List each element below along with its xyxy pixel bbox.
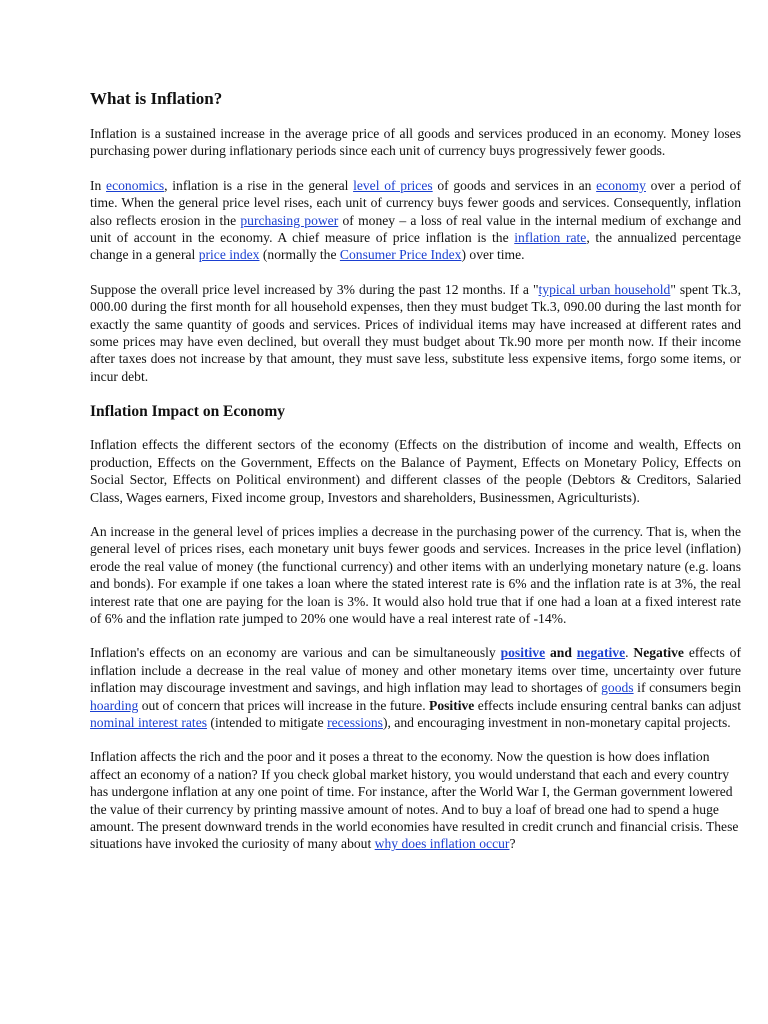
link-nominal-interest-rates[interactable]: nominal interest rates (90, 714, 208, 730)
heading-inflation-impact: Inflation Impact on Economy (90, 403, 286, 421)
link-typical-urban-household[interactable]: typical urban household (538, 281, 671, 297)
heading-what-is-inflation: What is Inflation? (90, 89, 223, 108)
link-goods[interactable]: goods (601, 680, 634, 696)
link-recessions[interactable]: recessions (327, 714, 383, 730)
paragraph-purchasing-power: An increase in the general level of prices implies a decrease in the purchasing power of the currency. That is, when the general level of prices rises, each monetary unit buys fewer goods and services. Increases in the price level (inflation) erode the real value of money (the functional currency) and other items with an underlying monetary nature (e.g. loans and bonds). For example if one takes a loan where the stated interest rate is 6% and the inflation rate is at 3%, the real interest rate that one are paying for the loan is 3%. It would also hold true that if one had a loan at a fixed interest rate of 6% and the inflation rate jumped to 20% one would have a real interest rate of -14%. (90, 523, 741, 626)
link-inflation-rate[interactable]: inflation rate (514, 230, 587, 246)
paragraph-economics: In economics, inflation is a rise in the general level of prices of goods and services in an economy over a period of time. When the general price level rises, each unit of currency buys fewer goods and services. Consequently, inflation also reflects erosion in the purchasing power of money – a loss of real value in the internal medium of exchange and unit of account in the economy. A chief measure of price inflation is the inflation rate, the annualized percentage change in a general price index (normally the Consumer Price Index) over time. (90, 177, 742, 263)
link-why-does-inflation-occur[interactable]: why does inflation occur (374, 836, 510, 852)
paragraph-household-example: Suppose the overall price level increased by 3% during the past 12 months. If a "typical urban household" spent Tk.3, 000.00 during the first month for all household expenses, then they must budget Tk.3, 090.00 during the last month for exactly the same quantity of goods and services. Prices of individual items may have increased at different rates and some prices may have even declined, but overall they must budget about Tk.90 more per month now. If their income after taxes does not increase by that amount, they must save less, substitute less expensive items, forgo some items, or incur debt. (90, 281, 741, 384)
link-negative[interactable]: negative (576, 645, 626, 661)
link-hoarding[interactable]: hoarding (90, 697, 139, 713)
link-economics[interactable]: economics (106, 177, 165, 193)
paragraph-rich-and-poor: Inflation affects the rich and the poor and it poses a threat to the economy. Now the question is how does inflation affect an economy of a nation? If you check global market history, you would understand that each and every country has undergone inflation at any one point of time. For instance, after the World War I, the German government lowered the value of their currency by printing massive amount of notes. And to buy a loaf of bread one had to spend a huge amount. The present downward trends in the world economies have resulted in credit crunch and financial crisis. These situations have invoked the curiosity of many about why does inflation occur? (90, 749, 739, 852)
link-price-index[interactable]: price index (198, 247, 260, 263)
document-page (90, 88, 741, 870)
paragraph-effects: Inflation's effects on an economy are various and can be simultaneously positive and negative. Negative effects of inflation include a decrease in the real value of money and other monetary items over time, uncertainty over future inflation may discourage investment and savings, and high inflation may lead to shortages of goods if consumers begin hoarding out of concern that prices will increase in the future. Positive effects include ensuring central banks can adjust nominal interest rates (intended to mitigate recessions), and encouraging investment in non-monetary capital projects. (90, 645, 742, 730)
link-level-of-prices[interactable]: level of prices (353, 177, 433, 193)
link-positive[interactable]: positive (500, 645, 546, 661)
link-economy[interactable]: economy (596, 177, 646, 193)
link-consumer-price-index[interactable]: Consumer Price Index (339, 247, 462, 263)
paragraph-sectors: Inflation effects the different sectors of the economy (Effects on the distribution of income and wealth, Effects on production, Effects on the Government, Effects on the Balance of Payment, Effects on Monetary Policy, Effects on Social Sector, Effects on Political environment) and different classes of the people (Debtors & Creditors, Salaried Class, Wages earners, Fixed income group, Investors and shareholders, Businessmen, Agriculturists). (90, 437, 741, 505)
paragraph-definition: Inflation is a sustained increase in the average price of all goods and services produced in an economy. Money loses purchasing power during inflationary periods since each unit of currency buys progressively fewer goods. (90, 126, 741, 159)
link-purchasing-power[interactable]: purchasing power (240, 212, 339, 228)
